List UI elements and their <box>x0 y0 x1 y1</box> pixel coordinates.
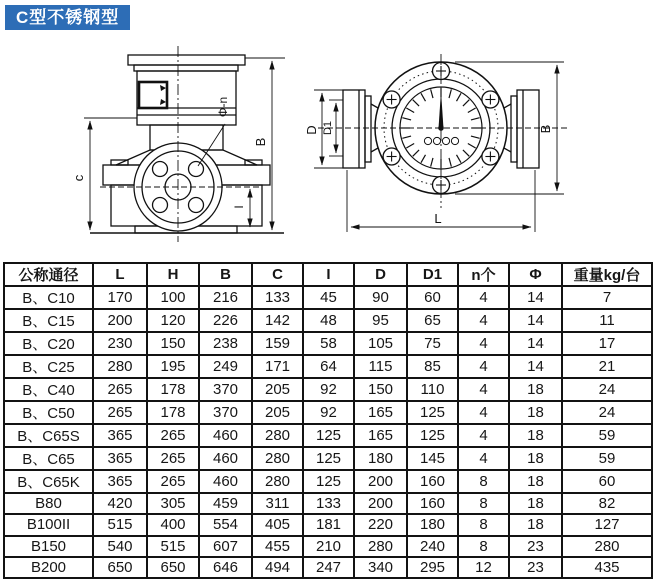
table-cell: 59 <box>562 424 652 447</box>
table-row <box>4 309 652 332</box>
table-cell: 21 <box>562 355 652 378</box>
table-cell: B、C40 <box>4 378 93 401</box>
table-cell: 460 <box>199 424 252 447</box>
table-cell: 125 <box>303 424 354 447</box>
table-cell: 165 <box>354 401 407 424</box>
table-cell: 160 <box>407 470 458 493</box>
table-header-row <box>4 263 652 286</box>
table-cell: 14 <box>509 332 562 355</box>
table-cell: 265 <box>147 424 199 447</box>
table-cell: 14 <box>509 309 562 332</box>
table-cell: 365 <box>93 470 147 493</box>
table-cell: 160 <box>407 493 458 514</box>
table-cell: 646 <box>199 557 252 578</box>
table-cell: B80 <box>4 493 93 514</box>
table-cell: 280 <box>252 470 303 493</box>
table-cell: 280 <box>93 355 147 378</box>
table-cell: 18 <box>509 493 562 514</box>
table-cell: 150 <box>354 378 407 401</box>
table-cell: 455 <box>252 536 303 557</box>
table-cell: 45 <box>303 286 354 309</box>
table-cell: 435 <box>562 557 652 578</box>
table-cell: 8 <box>458 493 509 514</box>
table-cell: B200 <box>4 557 93 578</box>
table-cell: 127 <box>562 514 652 535</box>
table-cell: 64 <box>303 355 354 378</box>
table-cell: 125 <box>407 401 458 424</box>
drawing-svg <box>0 30 654 260</box>
column-header: 公称通径 <box>4 263 93 286</box>
table-cell: 105 <box>354 332 407 355</box>
column-header: n个 <box>458 263 509 286</box>
table-cell: 95 <box>354 309 407 332</box>
table-cell: 515 <box>147 536 199 557</box>
table-row <box>4 424 652 447</box>
table-cell: 459 <box>199 493 252 514</box>
table-cell: 515 <box>93 514 147 535</box>
table-cell: 18 <box>509 514 562 535</box>
table-cell: 14 <box>509 355 562 378</box>
table-cell: 238 <box>199 332 252 355</box>
table-cell: 400 <box>147 514 199 535</box>
table-cell: 159 <box>252 332 303 355</box>
table-cell: 200 <box>354 470 407 493</box>
table-cell: 181 <box>303 514 354 535</box>
table-cell: B、C25 <box>4 355 93 378</box>
table-cell: 249 <box>199 355 252 378</box>
table-cell: 90 <box>354 286 407 309</box>
table-cell: 82 <box>562 493 652 514</box>
table-cell: 23 <box>509 536 562 557</box>
table-row <box>4 447 652 470</box>
table-cell: B100II <box>4 514 93 535</box>
table-cell: 265 <box>93 401 147 424</box>
dim-label-d: D <box>304 125 319 135</box>
table-cell: 220 <box>354 514 407 535</box>
table-cell: 370 <box>199 378 252 401</box>
table-cell: 18 <box>509 424 562 447</box>
table-cell: 311 <box>252 493 303 514</box>
table-row <box>4 332 652 355</box>
table-cell: 18 <box>509 401 562 424</box>
table-cell: 460 <box>199 447 252 470</box>
table-cell: 75 <box>407 332 458 355</box>
table-cell: 120 <box>147 309 199 332</box>
table-cell: B、C15 <box>4 309 93 332</box>
table-cell: 216 <box>199 286 252 309</box>
table-cell: B、C65K <box>4 470 93 493</box>
table-cell: 178 <box>147 378 199 401</box>
table-cell: 280 <box>252 447 303 470</box>
table-cell: 178 <box>147 401 199 424</box>
front-view-drawing <box>314 54 568 232</box>
table-cell: 11 <box>562 309 652 332</box>
table-cell: 295 <box>407 557 458 578</box>
table-cell: 280 <box>562 536 652 557</box>
column-header: Φ <box>509 263 562 286</box>
table-cell: 405 <box>252 514 303 535</box>
table-cell: 24 <box>562 401 652 424</box>
table-cell: 4 <box>458 401 509 424</box>
table-cell: 110 <box>407 378 458 401</box>
table-cell: 460 <box>199 470 252 493</box>
page-title: C型不锈钢型 <box>5 5 130 30</box>
table-cell: 115 <box>354 355 407 378</box>
column-header: 重量kg/台 <box>562 263 652 286</box>
column-header: D1 <box>407 263 458 286</box>
table-cell: 92 <box>303 378 354 401</box>
table-cell: B、C10 <box>4 286 93 309</box>
table-cell: B、C65 <box>4 447 93 470</box>
table-cell: 165 <box>354 424 407 447</box>
table-cell: 60 <box>562 470 652 493</box>
table-cell: 650 <box>147 557 199 578</box>
table-cell: 265 <box>147 470 199 493</box>
technical-drawing <box>0 30 654 260</box>
dim-label-l: L <box>434 211 442 226</box>
display-window <box>139 82 167 108</box>
table-row <box>4 514 652 535</box>
table-cell: 12 <box>458 557 509 578</box>
column-header: L <box>93 263 147 286</box>
table-cell: 24 <box>562 378 652 401</box>
table-cell: 4 <box>458 286 509 309</box>
table-cell: 65 <box>407 309 458 332</box>
table-cell: 247 <box>303 557 354 578</box>
table-cell: 420 <box>93 493 147 514</box>
table-cell: 145 <box>407 447 458 470</box>
table-cell: 7 <box>562 286 652 309</box>
bolt-icon <box>482 148 499 165</box>
bolt-icon <box>482 91 499 108</box>
column-header: I <box>303 263 354 286</box>
table-cell: 4 <box>458 424 509 447</box>
table-cell: 195 <box>147 355 199 378</box>
table-cell: 8 <box>458 514 509 535</box>
table-cell: 23 <box>509 557 562 578</box>
bolt-spec-label: Φ-n <box>216 96 230 118</box>
table-cell: 365 <box>93 424 147 447</box>
table-cell: 150 <box>147 332 199 355</box>
dim-label-b-side: B <box>253 137 268 147</box>
table-row <box>4 557 652 578</box>
table-cell: 4 <box>458 355 509 378</box>
table-cell: B、C20 <box>4 332 93 355</box>
table-cell: 280 <box>252 424 303 447</box>
dim-label-c: c <box>71 174 86 182</box>
table-row <box>4 493 652 514</box>
dim-label-i: I <box>232 205 246 209</box>
table-row <box>4 378 652 401</box>
table-cell: 8 <box>458 536 509 557</box>
table-cell: 200 <box>354 493 407 514</box>
table-cell: 265 <box>93 378 147 401</box>
table-cell: 607 <box>199 536 252 557</box>
table-cell: B150 <box>4 536 93 557</box>
table-cell: 650 <box>93 557 147 578</box>
table-cell: 540 <box>93 536 147 557</box>
table-cell: 85 <box>407 355 458 378</box>
table-row <box>4 536 652 557</box>
dim-label-d1: D1 <box>322 120 334 136</box>
table-cell: 4 <box>458 332 509 355</box>
table-cell: 340 <box>354 557 407 578</box>
table-cell: 18 <box>509 470 562 493</box>
table-cell: B、C65S <box>4 424 93 447</box>
table-cell: 18 <box>509 447 562 470</box>
table-cell: 180 <box>354 447 407 470</box>
table-cell: 125 <box>303 470 354 493</box>
table-cell: 18 <box>509 378 562 401</box>
table-cell: 265 <box>147 447 199 470</box>
table-cell: 205 <box>252 378 303 401</box>
table-cell: 205 <box>252 401 303 424</box>
table-cell: 200 <box>93 309 147 332</box>
table-cell: 125 <box>407 424 458 447</box>
table-row <box>4 470 652 493</box>
table-cell: 58 <box>303 332 354 355</box>
table-cell: 171 <box>252 355 303 378</box>
column-header: B <box>199 263 252 286</box>
table-cell: 240 <box>407 536 458 557</box>
column-header: C <box>252 263 303 286</box>
table-row <box>4 401 652 424</box>
table-cell: 4 <box>458 378 509 401</box>
table-cell: 370 <box>199 401 252 424</box>
table-cell: 8 <box>458 470 509 493</box>
table-cell: 180 <box>407 514 458 535</box>
table-cell: 17 <box>562 332 652 355</box>
table-cell: 142 <box>252 309 303 332</box>
table-cell: 494 <box>252 557 303 578</box>
table-cell: 92 <box>303 401 354 424</box>
column-header: H <box>147 263 199 286</box>
table-cell: 554 <box>199 514 252 535</box>
table-cell: 48 <box>303 309 354 332</box>
table-cell: 100 <box>147 286 199 309</box>
table-cell: 305 <box>147 493 199 514</box>
table-row <box>4 286 652 309</box>
table-cell: 226 <box>199 309 252 332</box>
bolt-icon <box>383 91 400 108</box>
table-cell: 14 <box>509 286 562 309</box>
table-cell: 133 <box>252 286 303 309</box>
table-cell: 4 <box>458 447 509 470</box>
table-cell: 60 <box>407 286 458 309</box>
table-cell: 4 <box>458 309 509 332</box>
table-cell: 280 <box>354 536 407 557</box>
bolt-icon <box>383 148 400 165</box>
spec-table <box>3 262 653 579</box>
table-cell: 170 <box>93 286 147 309</box>
table-cell: B、C50 <box>4 401 93 424</box>
table-cell: 365 <box>93 447 147 470</box>
table-cell: 125 <box>303 447 354 470</box>
dim-label-b-front: B <box>538 124 553 134</box>
table-cell: 133 <box>303 493 354 514</box>
column-header: D <box>354 263 407 286</box>
table-cell: 59 <box>562 447 652 470</box>
table-cell: 210 <box>303 536 354 557</box>
table-row <box>4 355 652 378</box>
table-cell: 230 <box>93 332 147 355</box>
